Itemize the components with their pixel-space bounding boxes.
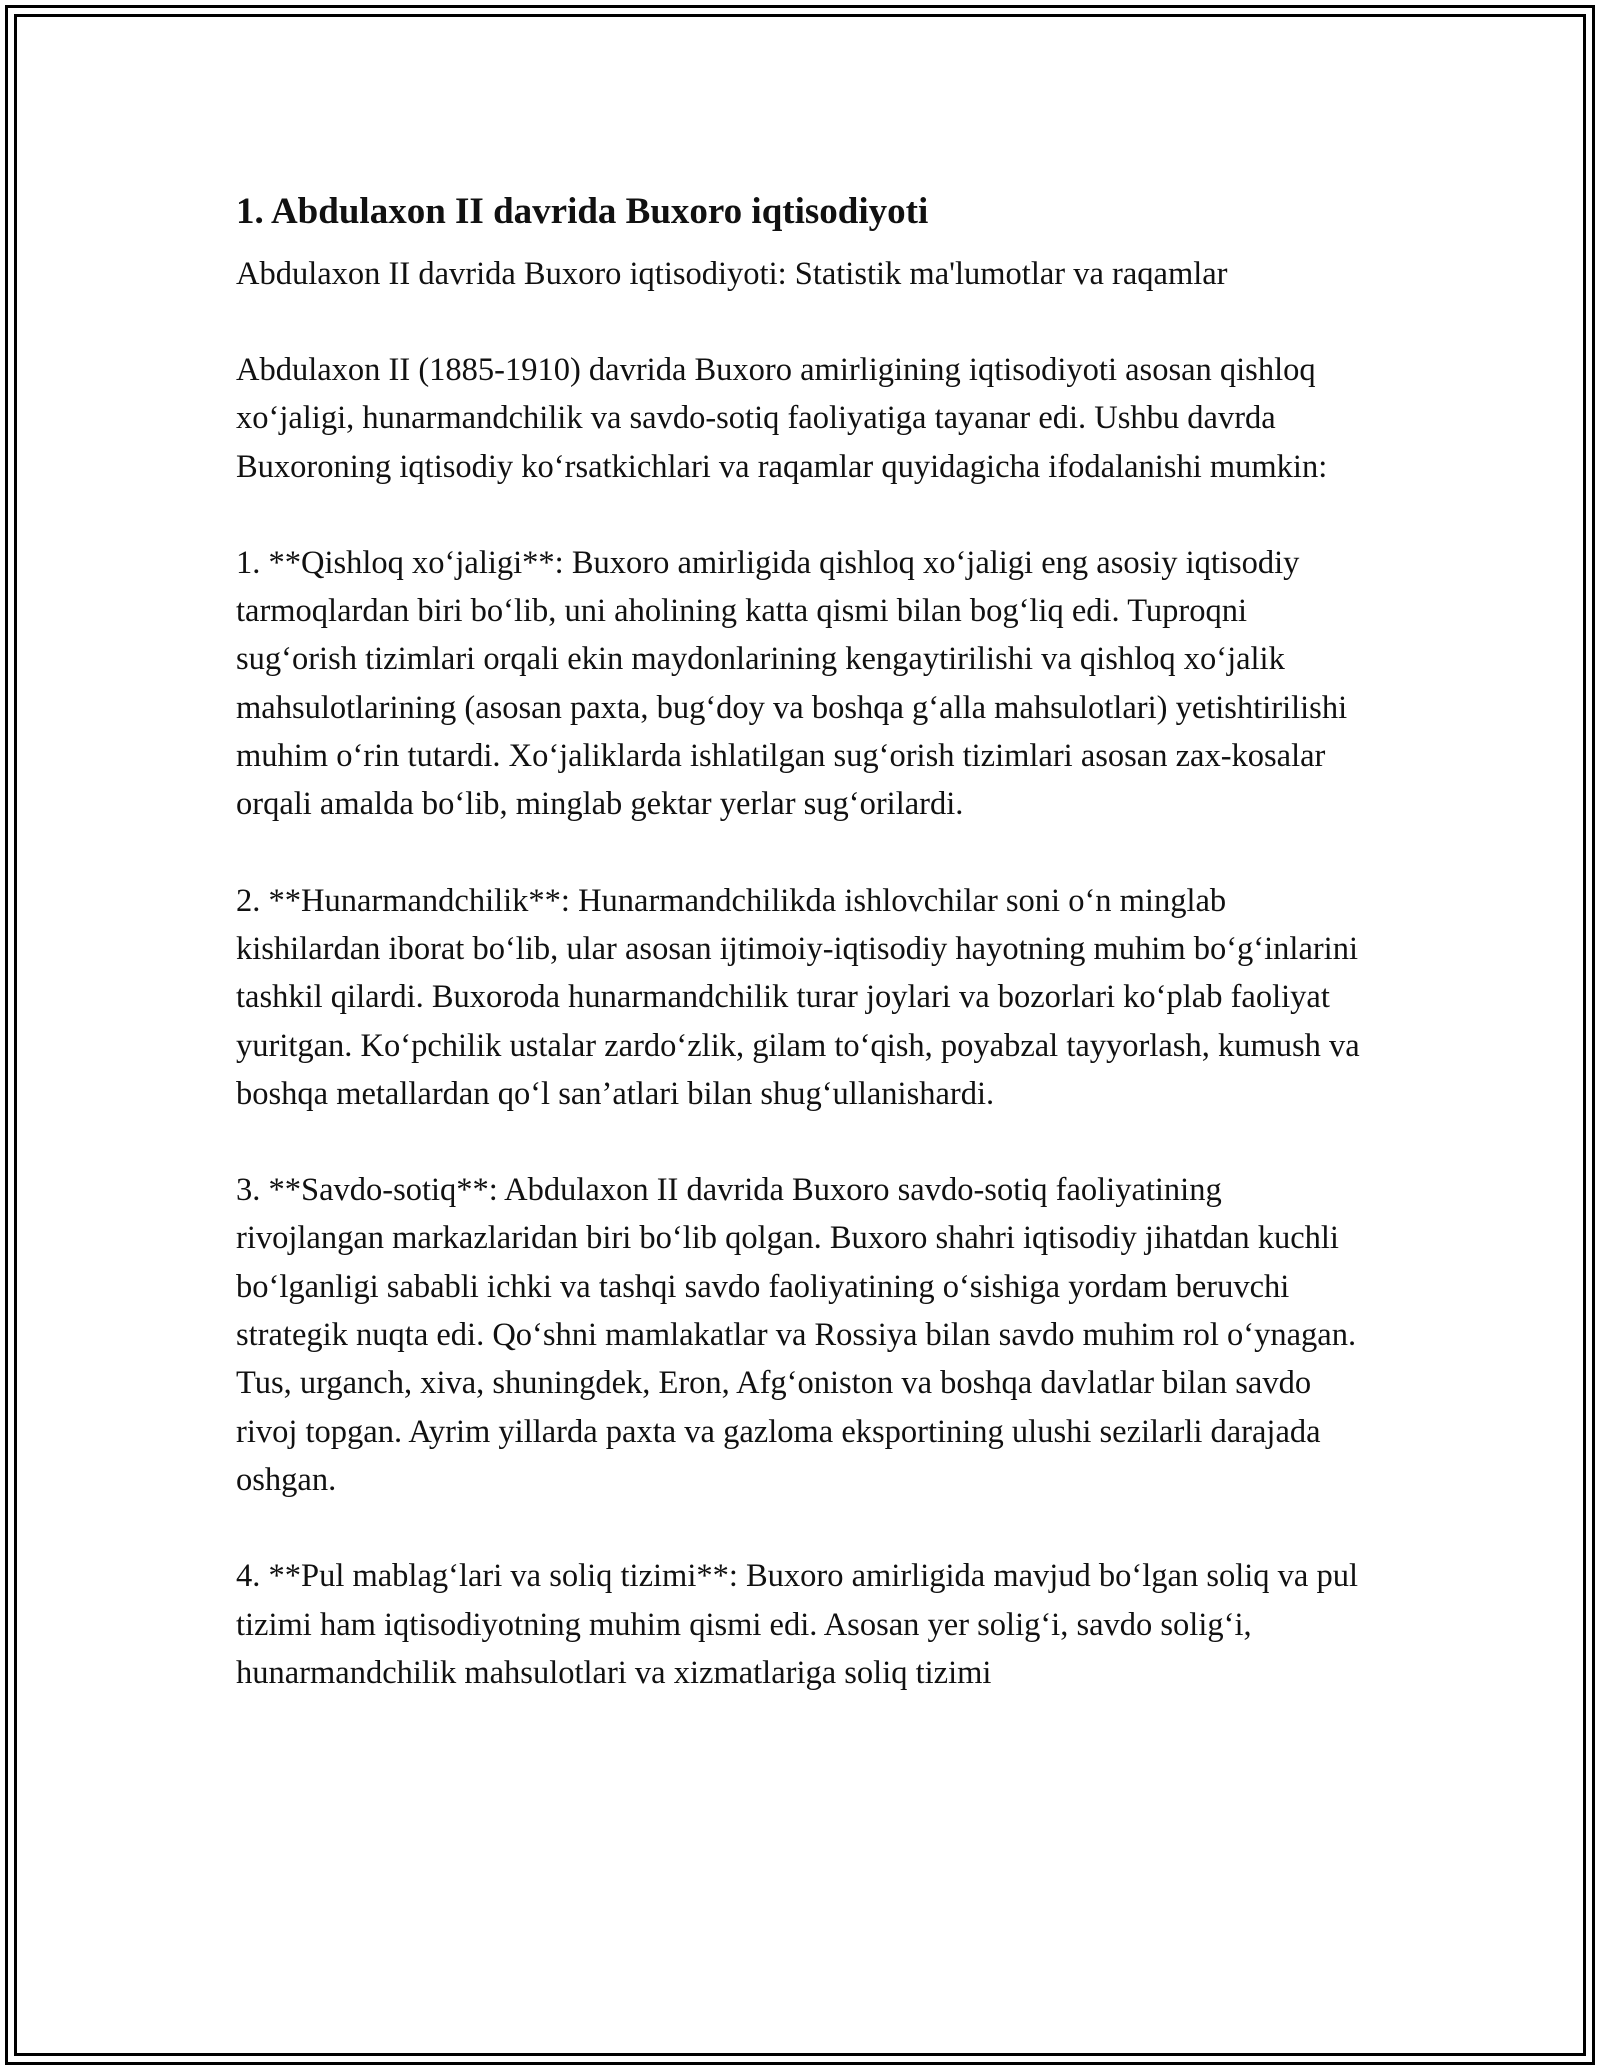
- paragraph-crafts: 2. **Hunarmandchilik**: Hunarmandchilikda ishlovchilar soni o‘n minglab kishilardan iborat bo‘lib, ular asosan ijtimoiy-iqtisodiy hayotning muhim bo‘g‘inlarini tashkil qilardi. Buxoroda hunarmandchilik turar joylari va bozorlari ko‘plab faoliyat yuritgan. Ko‘pchilik ustalar zardo‘zlik, gilam to‘qish, poyabzal tayyorlash, kumush va boshqa metallardan qo‘l san’atlari bilan shug‘ullanishardi.: [236, 882, 1360, 1112]
- document-page: [236, 188, 1376, 1745]
- paragraph-trade: 3. **Savdo-sotiq**: Abdulaxon II davrida Buxoro savdo-sotiq faoliyatining rivojlangan markazlaridan biri bo‘lib qolgan. Buxoro shahri iqtisodiy jihatdan kuchli bo‘lganligi sababli ichki va tashqi savdo faoliyatining o‘sishiga yordam beruvchi strategik nuqta edi. Qo‘shni mamlakatlar va Rossiya bilan savdo muhim rol o‘ynagan. Tus, urganch, xiva, shuningdek, Eron, Afg‘oniston va boshqa davlatlar bilan savdo rivoj topgan. Ayrim yillarda paxta va gazloma eksportining ulushi sezilarli darajada oshgan.: [236, 1172, 1357, 1498]
- document-subtitle: Abdulaxon II davrida Buxoro iqtisodiyoti: Statistik ma'lumotlar va raqamlar: [236, 256, 1228, 292]
- paragraph-intro: Abdulaxon II (1885-1910) davrida Buxoro amirligining iqtisodiyoti asosan qishloq xo‘jaligi, hunarmandchilik va savdo-sotiq faoliyatiga tayanar edi. Ushbu davrda Buxoroning iqtisodiy ko‘rsatkichlari va raqamlar quyidagicha ifodalanishi mumkin:: [236, 352, 1328, 485]
- paragraph-taxes: 4. **Pul mablag‘lari va soliq tizimi**: Buxoro amirligida mavjud bo‘lgan soliq va pul tizimi ham iqtisodiyotning muhim qismi edi. Asosan yer solig‘i, savdo solig‘i, hunarmandchilik mahsulotlari va xizmatlariga soliq tizimi: [236, 1558, 1358, 1691]
- document-title: 1. Abdulaxon II davrida Buxoro iqtisodiyoti: [236, 191, 929, 232]
- paragraph-agriculture: 1. **Qishloq xo‘jaligi**: Buxoro amirligida qishloq xo‘jaligi eng asosiy iqtisodiy tarmoqlardan biri bo‘lib, uni aholining katta qismi bilan bog‘liq edi. Tuproqni sug‘orish tizimlari orqali ekin maydonlarining kengaytirilishi va qishloq xo‘jalik mahsulotlarining (asosan paxta, bug‘doy va boshqa g‘alla mahsulotlari) yetishtirilishi muhim o‘rin tutardi. Xo‘jaliklarda ishlatilgan sug‘orish tizimlari asosan zax-kosalar orqali amalda bo‘lib, minglab gektar yerlar sug‘orilardi.: [236, 544, 1348, 823]
